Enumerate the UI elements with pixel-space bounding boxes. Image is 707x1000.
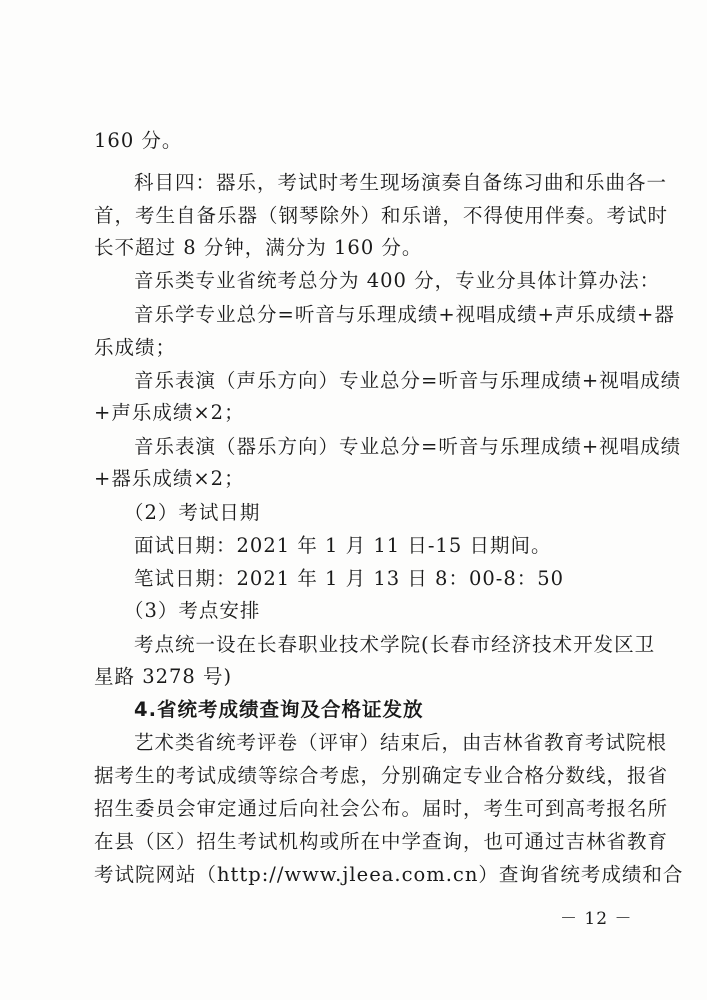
text-line: 科目四：器乐，考试时考生现场演奏自备练习曲和乐曲各一	[134, 171, 668, 194]
text-line: 笔试日期：2021 年 1 月 13 日 8：00-8：50	[134, 567, 565, 590]
text-line: 乐成绩；	[94, 336, 177, 359]
text-line: +声乐成绩×2；	[94, 401, 245, 424]
text-line: 音乐表演（器乐方向）专业总分=听音与乐理成绩+视唱成绩	[134, 435, 682, 458]
text-line: 据考生的考试成绩等综合考虑，分别确定专业合格分数线，报省	[94, 764, 669, 787]
text-line: 音乐类专业省统考总分为 400 分，专业分具体计算办法：	[134, 269, 661, 292]
section-heading: （2）考试日期	[124, 501, 261, 524]
text-line: 在县（区）招生考试机构或所在中学查询，也可通过吉林省教育	[94, 830, 669, 853]
text-line: 面试日期：2021 年 1 月 11 日-15 日期间。	[134, 534, 552, 557]
text-line: 考试院网站（http://www.jleea.com.cn）查询省统考成绩和合	[94, 863, 684, 886]
text-line: 160 分。	[94, 129, 183, 152]
text-line: 艺术类省统考评卷（评审）结束后，由吉林省教育考试院根	[134, 731, 668, 754]
text-line: +器乐成绩×2；	[94, 467, 245, 490]
text-line: 星路 3278 号)	[94, 665, 233, 688]
section-heading: （3）考点安排	[124, 599, 261, 622]
text-line: 首，考生自备乐器（钢琴除外）和乐谱，不得使用伴奏。考试时	[94, 204, 669, 227]
page-number: － 12 －	[560, 909, 633, 929]
text-line: 长不超过 8 分钟，满分为 160 分。	[94, 236, 423, 259]
text-line: 招生委员会审定通过后向社会公布。届时，考生可到高考报名所	[94, 797, 669, 820]
section-title: 4.省统考成绩查询及合格证发放	[134, 698, 424, 721]
text-line: 考点统一设在长春职业技术学院(长春市经济技术开发区卫	[134, 633, 656, 656]
text-line: 音乐表演（声乐方向）专业总分=听音与乐理成绩+视唱成绩	[134, 369, 682, 392]
text-line: 音乐学专业总分=听音与乐理成绩+视唱成绩+声乐成绩+器	[134, 303, 675, 326]
